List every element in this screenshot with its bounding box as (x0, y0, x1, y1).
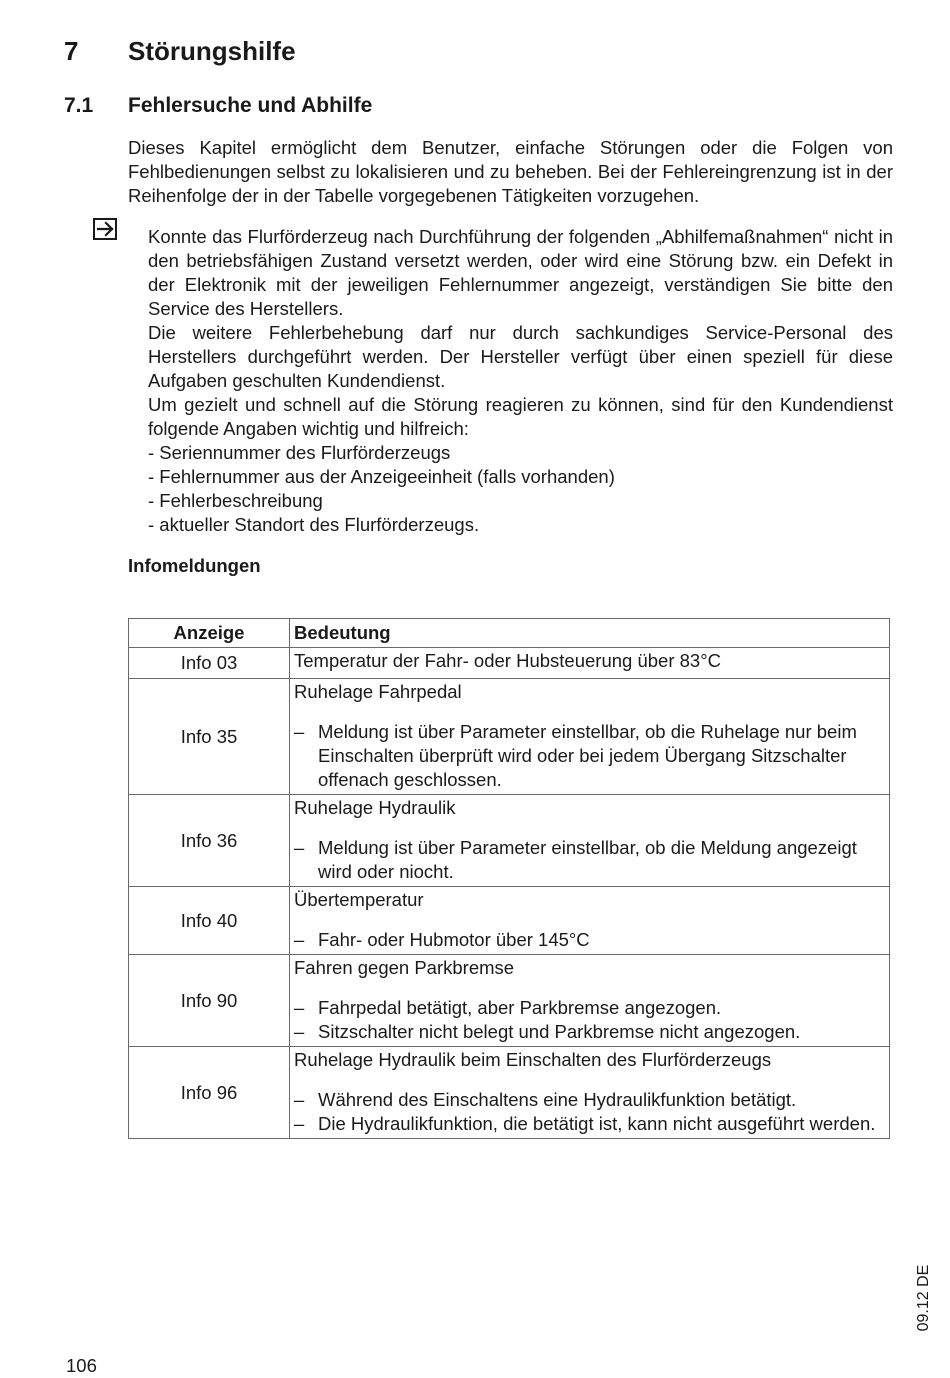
list-item: – Fahr- oder Hubmotor über 145°C (294, 928, 885, 952)
table-header-row (129, 619, 890, 648)
section-title: Fehlersuche und Abhilfe (128, 94, 373, 117)
chapter-heading (64, 34, 296, 68)
info-details (294, 996, 885, 1044)
note-paragraph: Um gezielt und schnell auf die Störung reagieren zu können, sind für den Kundendienst folgende Angaben wichtig und hilfreich: (148, 394, 893, 439)
info-meaning (290, 648, 890, 679)
chapter-number: 7 (64, 36, 79, 66)
info-title: Ruhelage Hydraulik beim Einschalten des Flurförderzeugs (294, 1049, 772, 1070)
table-row (129, 679, 890, 795)
info-meaning (290, 1047, 890, 1139)
intro-paragraph: Dieses Kapitel ermöglicht dem Benutzer, einfache Störungen oder die Folgen von Fehlbedienungen selbst zu lokalisieren und zu beheben. Bei der Fehlereingrenzung ist in der Reihenfolge der in der Tabelle vorgegebenen Tätigkeiten vorzugehen. (128, 137, 893, 206)
info-code: Info 03 (129, 648, 290, 679)
list-item: – Fahrpedal betätigt, aber Parkbremse angezogen. (294, 996, 885, 1020)
info-details (294, 720, 885, 792)
table-row (129, 887, 890, 955)
info-meaning (290, 887, 890, 955)
info-meaning (290, 955, 890, 1047)
info-title: Temperatur der Fahr- oder Hubsteuerung über 83°C (294, 650, 721, 671)
list-item: – Sitzschalter nicht belegt und Parkbremse nicht angezogen. (294, 1020, 885, 1044)
info-details (294, 1088, 885, 1136)
table-row (129, 648, 890, 679)
list-item: – Die Hydraulikfunktion, die betätigt ist, kann nicht ausgeführt werden. (294, 1112, 885, 1136)
version-code-text: 09.12 DE (915, 1264, 932, 1332)
info-code: Info 40 (129, 887, 290, 955)
info-details (294, 836, 885, 884)
service-note (148, 225, 893, 537)
list-item: - Fehlernummer aus der Anzeigeeinheit (falls vorhanden) (148, 466, 615, 487)
info-meaning (290, 679, 890, 795)
info-details (294, 928, 885, 952)
info-code: Info 90 (129, 955, 290, 1047)
info-meaning (290, 795, 890, 887)
infomeldungen-heading: Infomeldungen (128, 555, 261, 576)
column-header-bedeutung: Bedeutung (290, 619, 890, 648)
table-row (129, 955, 890, 1047)
note-paragraph: Konnte das Flurförderzeug nach Durchführung der folgenden „Abhilfemaßnahmen“ nicht in den betriebsfähigen Zustand versetzt werden, oder wird eine Störung bzw. ein Defekt in der Elektronik mit der jeweiligen Fehlernummer angezeigt, verständigen Sie bitte den Service des Herstellers. (148, 226, 893, 319)
column-header-anzeige: Anzeige (129, 619, 290, 648)
table-row (129, 795, 890, 887)
info-title: Fahren gegen Parkbremse (294, 957, 515, 978)
document-version-code (912, 1262, 936, 1334)
page-number: 106 (66, 1355, 97, 1376)
arrow-right-icon (93, 218, 117, 240)
list-item: – Während des Einschaltens eine Hydraulikfunktion betätigt. (294, 1088, 885, 1112)
table-row (129, 1047, 890, 1139)
info-code: Info 35 (129, 679, 290, 795)
info-code: Info 96 (129, 1047, 290, 1139)
info-code: Info 36 (129, 795, 290, 887)
info-title: Ruhelage Fahrpedal (294, 681, 462, 702)
list-item: – Meldung ist über Parameter einstellbar, ob die Ruhelage nur beim Einschalten überprüft wird oder bei jedem Übergang Sitzschalter offenach geschlossen. (294, 720, 885, 792)
list-item: - Seriennummer des Flurförderzeugs (148, 442, 451, 463)
list-item: – Meldung ist über Parameter einstellbar, ob die Meldung angezeigt wird oder niocht. (294, 836, 885, 884)
chapter-title: Störungshilfe (128, 36, 296, 66)
service-info-list (148, 441, 893, 537)
list-item: - Fehlerbeschreibung (148, 490, 323, 511)
info-title: Ruhelage Hydraulik (294, 797, 456, 818)
info-title: Übertemperatur (294, 889, 424, 910)
info-messages-table (128, 618, 890, 1139)
section-number: 7.1 (64, 94, 94, 117)
list-item: - aktueller Standort des Flurförderzeugs. (148, 514, 480, 535)
section-heading (64, 92, 372, 120)
note-paragraph: Die weitere Fehlerbehebung darf nur durch sachkundiges Service-Personal des Herstellers durchgeführt werden. Der Hersteller verfügt über einen speziell für diese Aufgaben geschulten Kundendienst. (148, 322, 893, 391)
